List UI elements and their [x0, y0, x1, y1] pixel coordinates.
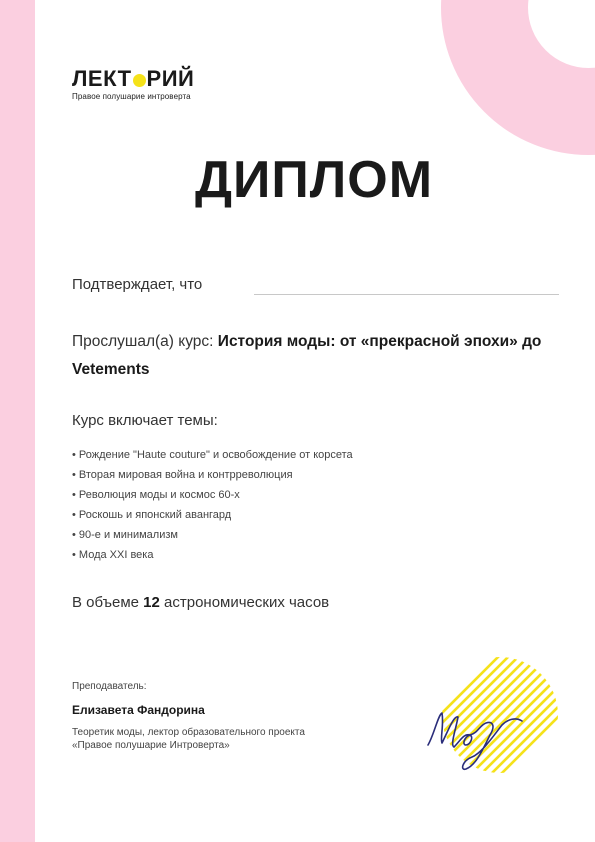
logo-word: [72, 68, 194, 90]
confirms-text: Подтверждает, что: [72, 276, 203, 293]
topics-title: Курс включает темы:: [72, 412, 218, 429]
hours-suffix: астрономических часов: [159, 594, 330, 611]
teacher-name: Елизавета Фандорина: [72, 703, 205, 717]
topic-item: • Рождение "Haute couture" и освобождение от корсета: [72, 449, 353, 461]
hours-prefix: В объеме: [72, 594, 144, 611]
hours-text: [72, 594, 329, 611]
logo-word-right: РИЙ: [146, 66, 195, 91]
logo: [72, 68, 194, 101]
diploma-title: ДИПЛОМ: [194, 151, 434, 209]
teacher-description: Теоретик моды, лектор образовательного проекта «Правое полушарие Интроверта»: [72, 727, 305, 751]
topics-list: [72, 445, 353, 565]
topic-item: • 90-е и минимализм: [72, 529, 178, 541]
topic-item: • Вторая мировая война и контрреволюция: [72, 469, 293, 481]
topic-item: • Мода XXI века: [72, 549, 154, 561]
left-decor-stripe: [0, 0, 35, 842]
logo-o-dot: [133, 74, 146, 87]
course-name: История моды: от «прекрасной эпохи» до Vetements: [72, 333, 542, 378]
logo-word-left: ЛЕКТ: [72, 66, 132, 91]
corner-ring-decor: [441, 0, 595, 155]
topic-item: • Роскошь и японский авангард: [72, 509, 232, 521]
signature: [420, 695, 530, 775]
hours-number: 12: [143, 594, 160, 611]
teacher-label: Преподаватель:: [72, 681, 147, 692]
course-prefix: Прослушал(а) курс:: [72, 333, 218, 350]
course-block: [72, 328, 542, 384]
logo-subtitle: Правое полушарие интроверта: [72, 92, 191, 101]
name-line: [254, 294, 559, 295]
topic-item: • Революция моды и космос 60-х: [72, 489, 240, 501]
